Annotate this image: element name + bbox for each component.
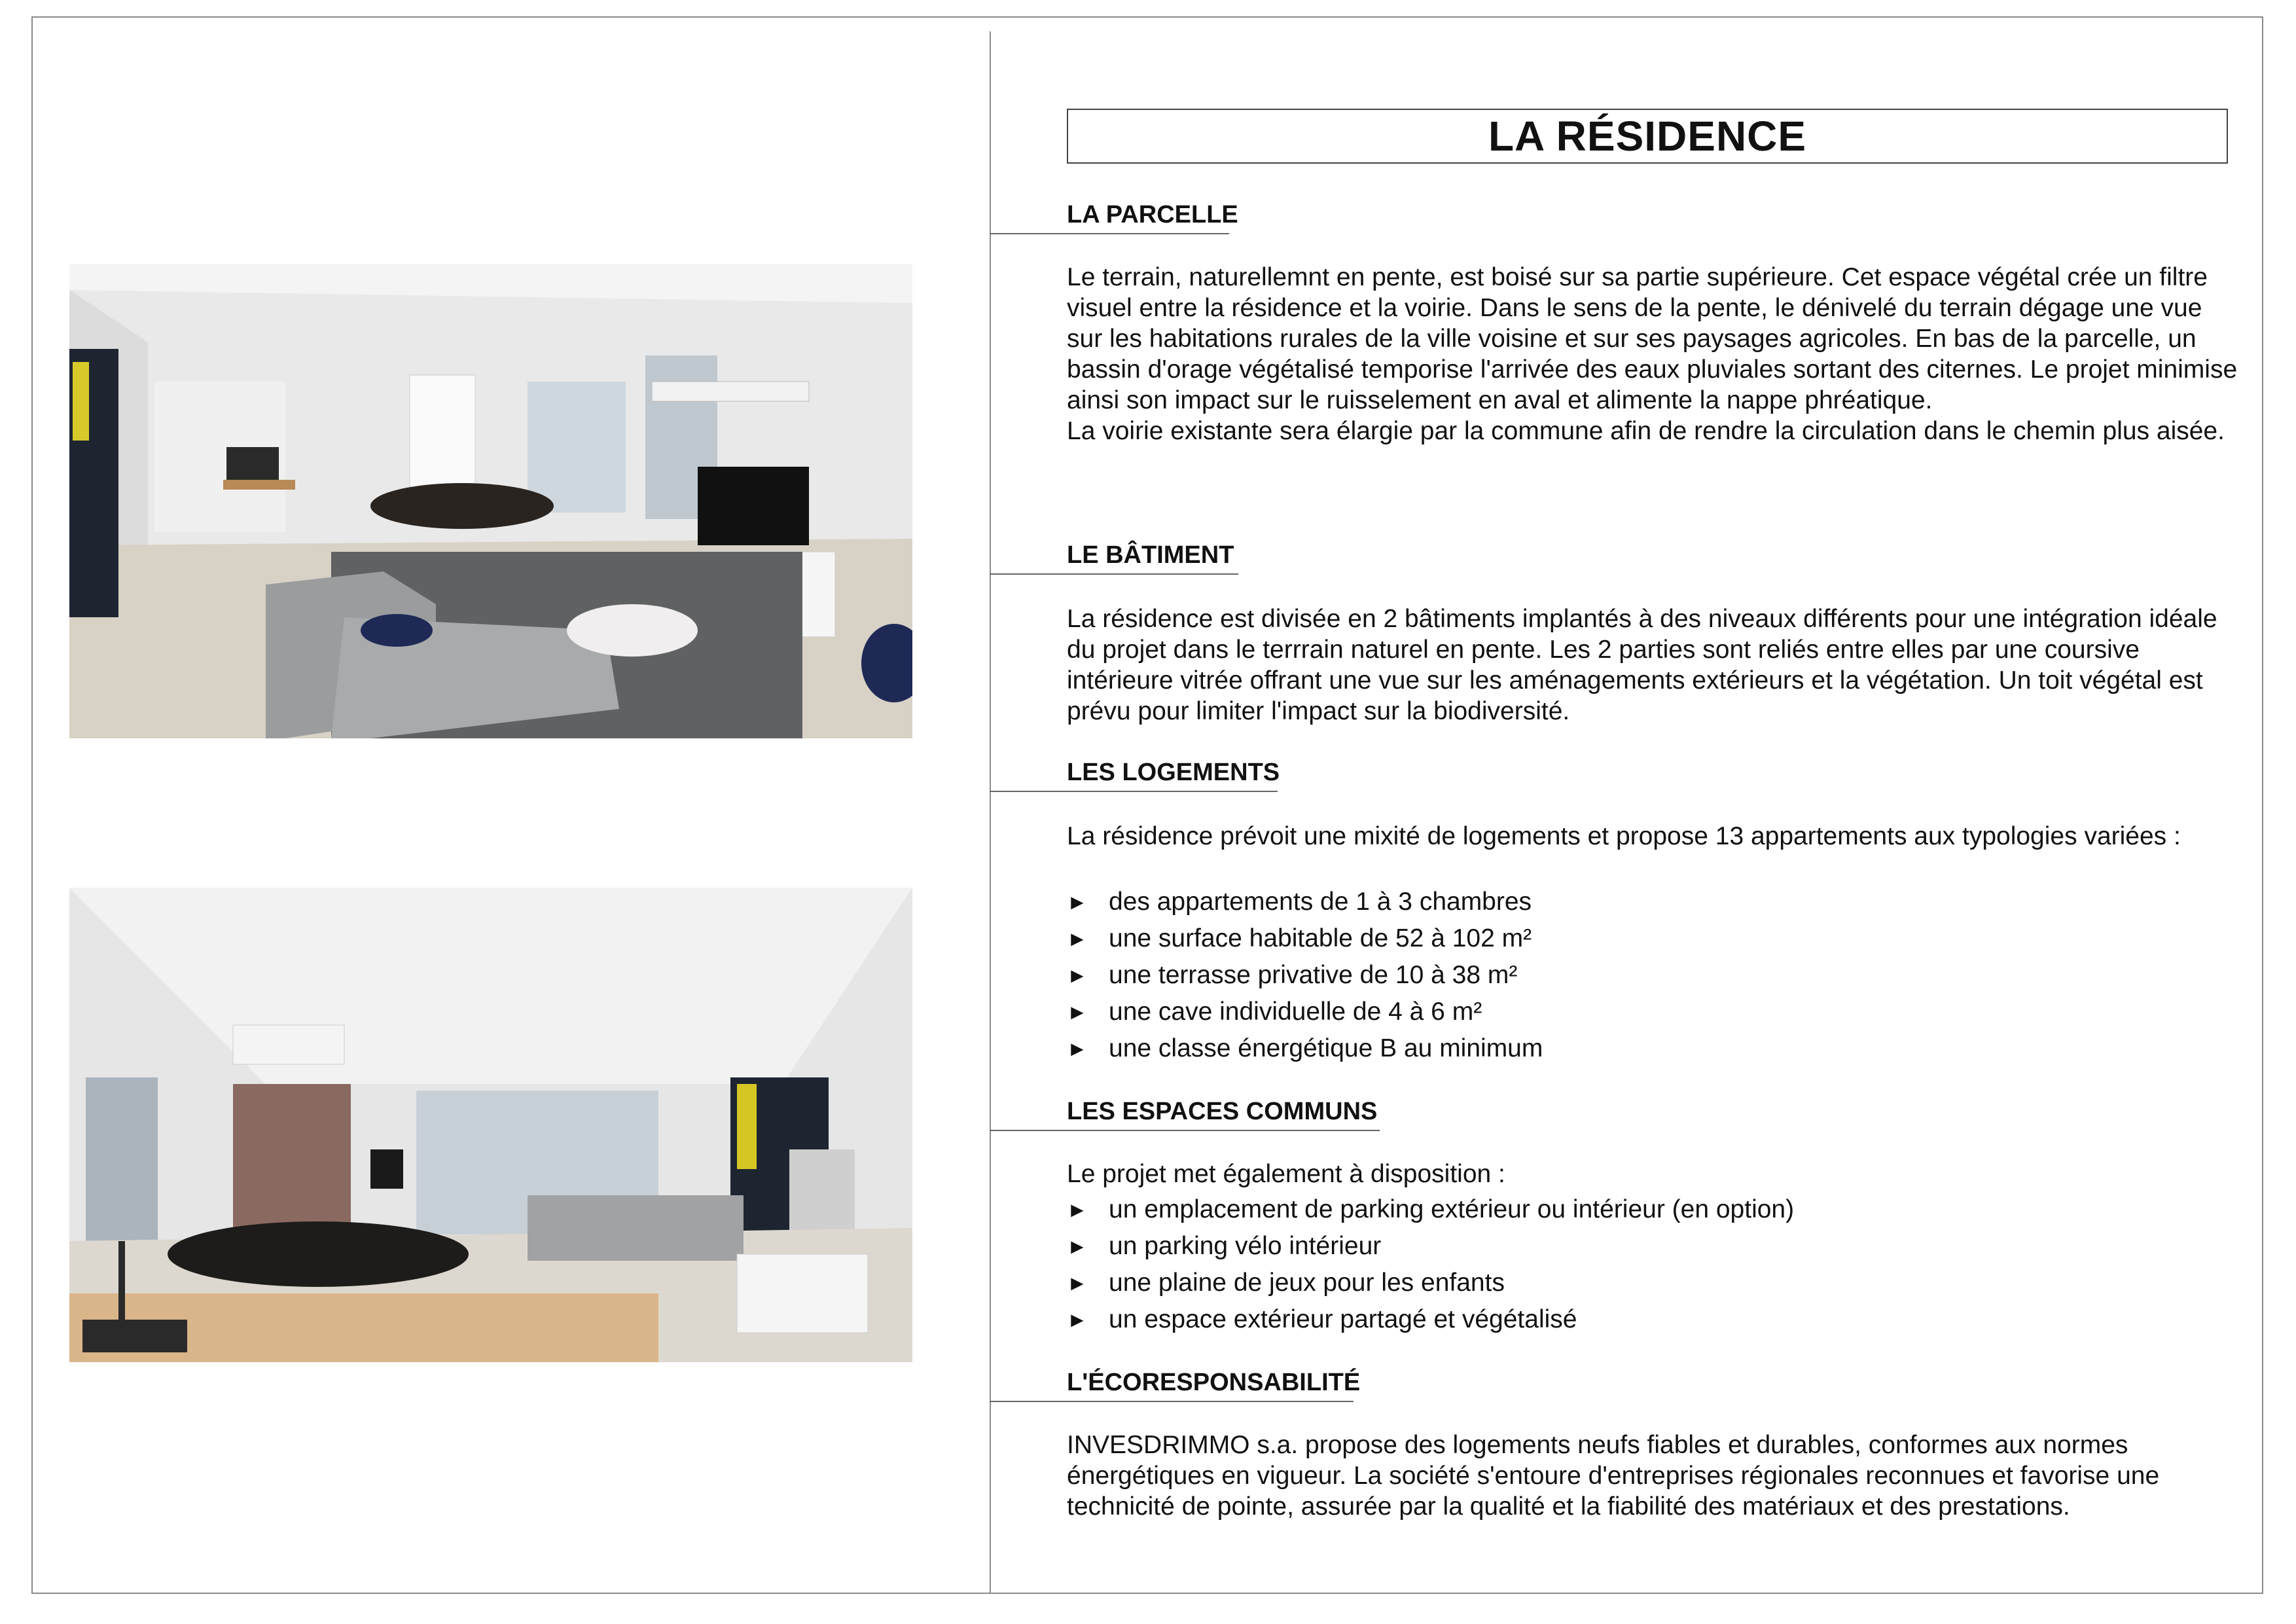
- list-item: ► une terrasse privative de 10 à 38 m²: [1067, 957, 2238, 994]
- heading-rule: [990, 233, 1229, 234]
- paragraph-text: La voirie existante sera élargie par la commune afin de rendre la circulation dans le chemin plus aisée.: [1067, 417, 2225, 445]
- list-item: ► une cave individuelle de 4 à 6 m²: [1067, 994, 2238, 1030]
- paragraph-text: Le terrain, naturellemnt en pente, est boisé sur sa partie supérieure. Cet espace végétal crée un filtre visuel entre la résidence et la voirie. Dans le sens de la pente, le dénivelé du terrain dégage une vue sur les habitations rurales de la ville voisine et sur ses paysages agricoles. En bas de la parcelle, un bassin d'orage végétalisé temporise l'arrivée des eaux pluviales sortant des citernes. Le projet minimise ainsi son impact sur le ruisselement en aval et alimente la nappe phréatique.: [1067, 263, 2238, 414]
- paragraph-communs-intro: [1067, 1159, 2238, 1189]
- list-item: ► une plaine de jeux pour les enfants: [1067, 1265, 2238, 1301]
- list-item: ► une classe énergétique B au minimum: [1067, 1030, 2238, 1067]
- heading-label: LES ESPACES COMMUNS: [1067, 1098, 1378, 1125]
- dining-room-photo: [69, 888, 912, 1362]
- paragraph-batiment: [1067, 604, 2238, 727]
- arrow-bullet-icon: ►: [1067, 1235, 1088, 1258]
- paragraph-eco: [1067, 1430, 2238, 1522]
- paragraph-text: La résidence est divisée en 2 bâtiments implantés à des niveaux différents pour une intégration idéale du projet dans le terrrain naturel en pente. Les 2 parties sont reliés entre elles par une coursive intérieure vitrée offrant une vue sur les aménagements extérieurs et la végétation. Un toit végétal est prévu pour limiter l'impact sur la biodiversité.: [1067, 605, 2217, 725]
- arrow-bullet-icon: ►: [1067, 927, 1088, 950]
- living-room-photo: [69, 264, 912, 738]
- heading-rule: [990, 791, 1278, 792]
- paragraph-text: La résidence prévoit une mixité de logements et propose 13 appartements aux typologies variées :: [1067, 822, 2181, 850]
- list-logements: [1067, 884, 2238, 1067]
- heading-label: LES LOGEMENTS: [1067, 759, 1280, 786]
- paragraph-logements-intro: [1067, 821, 2238, 852]
- heading-rule: [990, 1401, 1354, 1402]
- heading-label: L'ÉCORESPONSABILITÉ: [1067, 1369, 1361, 1396]
- page-title: LA RÉSIDENCE: [1488, 113, 1807, 160]
- arrow-bullet-icon: ►: [1067, 1308, 1088, 1331]
- arrow-bullet-icon: ►: [1067, 1037, 1088, 1060]
- paragraph-parcelle: [1067, 262, 2238, 446]
- heading-rule: [990, 1130, 1380, 1131]
- column-divider: [990, 31, 991, 1594]
- heading-label: LE BÂTIMENT: [1067, 541, 1234, 569]
- arrow-bullet-icon: ►: [1067, 1198, 1088, 1221]
- list-item: ► un parking vélo intérieur: [1067, 1228, 2238, 1265]
- heading-rule: [990, 573, 1238, 575]
- list-item: ► des appartements de 1 à 3 chambres: [1067, 884, 2238, 920]
- list-communs: [1067, 1191, 2238, 1338]
- title-box: [1067, 109, 2228, 164]
- arrow-bullet-icon: ►: [1067, 1271, 1088, 1295]
- list-item: ► une surface habitable de 52 à 102 m²: [1067, 920, 2238, 957]
- paragraph-text: INVESDRIMMO s.a. propose des logements neufs fiables et durables, conformes aux normes énergétiques en vigueur. La société s'entoure d'entreprises régionales reconnues et favorise une technicité de pointe, assurée par la qualité et la fiabilité des matériaux et des prestations.: [1067, 1431, 2160, 1521]
- arrow-bullet-icon: ►: [1067, 1000, 1088, 1024]
- list-item: ► un emplacement de parking extérieur ou intérieur (en option): [1067, 1191, 2238, 1228]
- heading-label: LA PARCELLE: [1067, 201, 1238, 228]
- arrow-bullet-icon: ►: [1067, 964, 1088, 987]
- paragraph-text: Le projet met également à disposition :: [1067, 1160, 1505, 1188]
- list-item: ► un espace extérieur partagé et végétalisé: [1067, 1301, 2238, 1338]
- arrow-bullet-icon: ►: [1067, 890, 1088, 914]
